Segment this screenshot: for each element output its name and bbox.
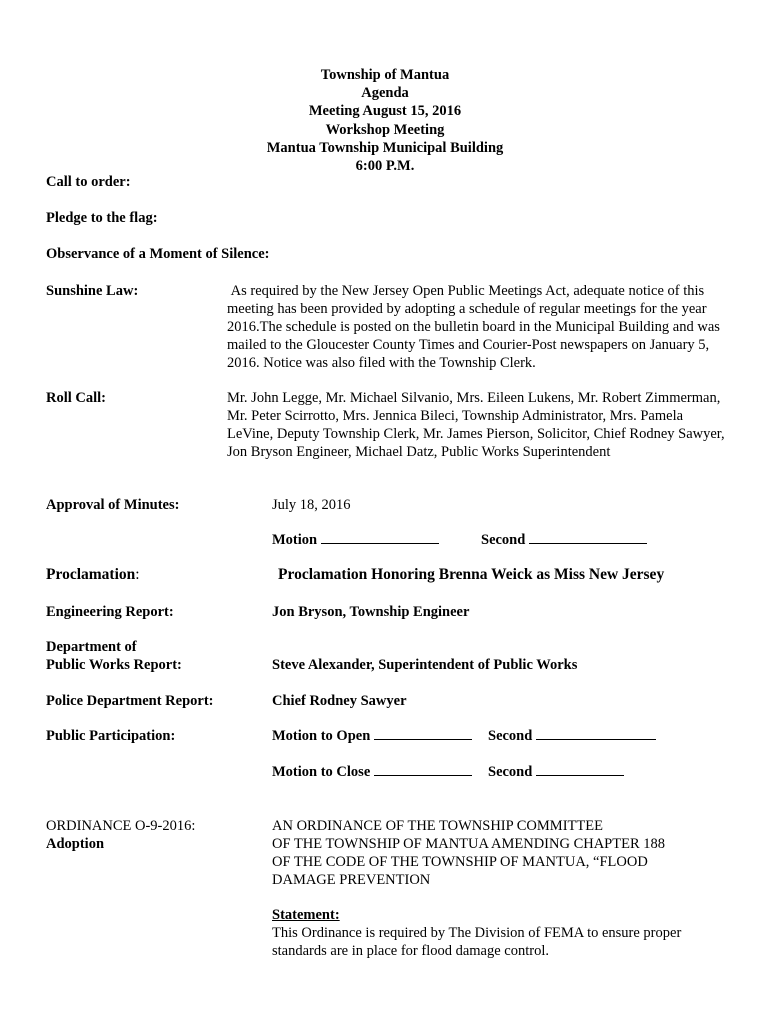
motion-to-close-blank [374, 763, 472, 776]
header-meeting-date: Meeting August 15, 2016 [308, 103, 462, 120]
motion-to-open-blank [374, 727, 472, 740]
minutes-second-blank [529, 531, 647, 544]
motion-to-close [272, 763, 472, 781]
police-label: Police Department Report: [46, 693, 214, 709]
minutes-motion-label: Motion [272, 532, 318, 548]
open-second-label: Second [488, 728, 533, 744]
minutes-label: Approval of Minutes: [46, 497, 180, 513]
sunshine-law-label: Sunshine Law: [46, 283, 139, 299]
ordinance-number: ORDINANCE O-9-2016: [46, 818, 196, 834]
minutes-date: July 18, 2016 [272, 497, 351, 513]
call-to-order-label: Call to order: [46, 174, 131, 190]
motion-to-close-label: Motion to Close [272, 764, 371, 780]
motion-to-open-label: Motion to Open [272, 728, 371, 744]
roll-call-label: Roll Call: [46, 390, 107, 406]
header-agenda: Agenda [361, 85, 409, 102]
statement-label: Statement: [272, 907, 340, 923]
minutes-motion-blank [321, 531, 439, 544]
close-second-label: Second [488, 764, 533, 780]
police-text: Chief Rodney Sawyer [272, 693, 407, 709]
proclamation-text: Proclamation Honoring Brenna Weick as Miss New Jersey [278, 566, 665, 583]
public-works-text: Steve Alexander, Superintendent of Public Works [272, 657, 578, 673]
open-second [488, 727, 656, 745]
public-participation-label: Public Participation: [46, 728, 176, 744]
close-second [488, 763, 624, 781]
minutes-motion [272, 531, 439, 549]
ordinance-title: AN ORDINANCE OF THE TOWNSHIP COMMITTEE OF THE TOWNSHIP OF MANTUA AMENDING CHAPTER 188 OF THE CODE OF THE TOWNSHIP OF MANTUA, “FLOOD DAMAGE PREVENTION [272, 818, 666, 888]
roll-call-text: Mr. John Legge, Mr. Michael Silvanio, Mrs. Eileen Lukens, Mr. Robert Zimmerman, Mr. Peter Scirrotto, Mrs. Jennica Bileci, Township Administrator, Mrs. Pamela LeVine, Deputy Township Clerk, Mr. James Pierson, Solicitor, Chief Rodney Sawyer, Jon Bryson Engineer, Michael Datz, Public Works Superintendent [227, 390, 725, 460]
motion-to-open [272, 727, 472, 745]
moment-of-silence-label: Observance of a Moment of Silence: [46, 246, 270, 262]
statement-text: This Ordinance is required by The Division of FEMA to ensure proper standards are in place for flood damage control. [272, 925, 682, 959]
header-meeting-type: Workshop Meeting [325, 121, 445, 138]
header-township: Township of Mantua [320, 67, 450, 83]
pledge-label: Pledge to the flag: [46, 210, 158, 226]
header-location: Mantua Township Municipal Building [266, 139, 504, 156]
engineering-label: Engineering Report: [46, 604, 174, 620]
agenda-header [0, 66, 770, 175]
minutes-second [481, 531, 647, 549]
ordinance-stage: Adoption [46, 836, 105, 852]
open-second-blank [536, 727, 656, 740]
close-second-blank [536, 763, 624, 776]
header-time: 6:00 P.M. [355, 158, 415, 175]
engineering-text: Jon Bryson, Township Engineer [272, 604, 470, 620]
public-works-label: Department of Public Works Report: [46, 639, 182, 673]
minutes-second-label: Second [481, 532, 526, 548]
sunshine-law-text: As required by the New Jersey Open Public Meetings Act, adequate notice of this meeting has been provided by adopting a schedule of regular meetings for the year 2016.The schedule is posted on the bulletin board in the Municipal Building and was mailed to the Gloucester County Times and Courier-Post newspapers on January 5, 2016. Notice was also filed with the Township Clerk. [227, 283, 724, 371]
proclamation-label: Proclamation: [46, 566, 140, 583]
